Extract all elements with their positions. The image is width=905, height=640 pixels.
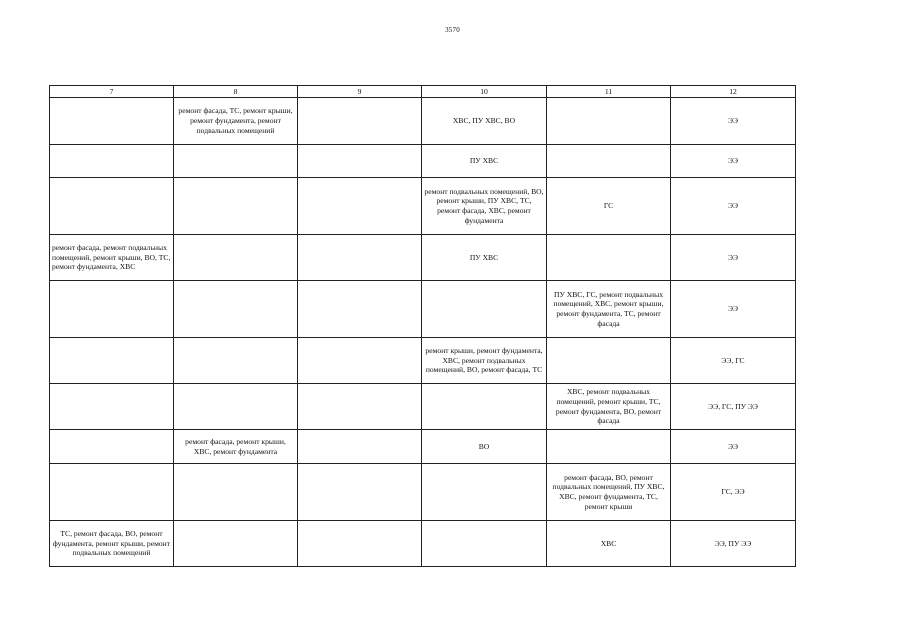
table-cell: ремонт фасада, ремонт подвальных помещений, ремонт крыши, ВО, ТС, ремонт фундамента, ХВС	[50, 235, 174, 281]
table-cell: ремонт подвальных помещений, ВО, ремонт крыши, ПУ ХВС, ТС, ремонт фасада, ХВС, ремонт фундамента	[422, 178, 547, 235]
table-cell: ПУ ХВС	[422, 235, 547, 281]
table-row	[50, 384, 796, 430]
table-cell	[174, 235, 298, 281]
table-row	[50, 98, 796, 145]
table-cell	[50, 464, 174, 521]
table-cell: ремонт крыши, ремонт фундамента, ХВС, ремонт подвальных помещений, ВО, ремонт фасада, ТС	[422, 338, 547, 384]
table-cell	[50, 430, 174, 464]
table-cell	[50, 145, 174, 178]
table-row	[50, 521, 796, 567]
table-cell	[298, 145, 422, 178]
table-cell: ремонт фасада, ТС, ремонт крыши, ремонт фундамента, ремонт подвальных помещений	[174, 98, 298, 145]
table-cell: ПУ ХВС, ГС, ремонт подвальных помещений, ХВС, ремонт крыши, ремонт фундамента, ТС, ремонт фасада	[547, 281, 671, 338]
table-cell	[547, 98, 671, 145]
table-row	[50, 464, 796, 521]
table-cell	[547, 430, 671, 464]
table-cell	[298, 98, 422, 145]
table-cell: ГС	[547, 178, 671, 235]
table-cell	[298, 235, 422, 281]
table-cell	[50, 98, 174, 145]
table-cell	[174, 464, 298, 521]
table-cell: ХВС	[547, 521, 671, 567]
table-cell	[174, 521, 298, 567]
table-cell	[50, 384, 174, 430]
table-cell: ГС, ЭЭ	[671, 464, 796, 521]
table-cell	[174, 178, 298, 235]
column-header-8: 8	[174, 86, 298, 98]
column-header-9: 9	[298, 86, 422, 98]
page-number: 3570	[445, 26, 460, 34]
table-row	[50, 430, 796, 464]
table-cell	[422, 521, 547, 567]
table-cell	[50, 281, 174, 338]
table-cell: ЭЭ	[671, 430, 796, 464]
table-cell	[298, 178, 422, 235]
column-header-7: 7	[50, 86, 174, 98]
table-header-row	[50, 86, 796, 98]
table-row	[50, 178, 796, 235]
table-cell	[547, 145, 671, 178]
table-cell: ЭЭ	[671, 145, 796, 178]
table-cell	[298, 384, 422, 430]
table-cell	[298, 464, 422, 521]
table-cell	[50, 338, 174, 384]
table-cell	[174, 338, 298, 384]
table-cell	[422, 384, 547, 430]
table-cell: ЭЭ	[671, 235, 796, 281]
table-cell	[547, 338, 671, 384]
column-header-10: 10	[422, 86, 547, 98]
table-cell: ЭЭ, ГС	[671, 338, 796, 384]
column-header-12: 12	[671, 86, 796, 98]
table-cell: ЭЭ, ГС, ПУ ЭЭ	[671, 384, 796, 430]
table-cell	[422, 281, 547, 338]
table-cell	[422, 464, 547, 521]
table-row	[50, 281, 796, 338]
table-cell	[174, 384, 298, 430]
table-row	[50, 235, 796, 281]
table-cell	[298, 281, 422, 338]
table-cell	[174, 145, 298, 178]
table-cell	[50, 178, 174, 235]
table-cell: ЭЭ, ПУ ЭЭ	[671, 521, 796, 567]
table-cell: ЭЭ	[671, 281, 796, 338]
table-cell	[547, 235, 671, 281]
table-cell	[174, 281, 298, 338]
table-cell: ПУ ХВС	[422, 145, 547, 178]
data-table	[49, 85, 796, 567]
table-cell: ХВС, ремонт подвальных помещений, ремонт крыши, ТС, ремонт фундамента, ВО, ремонт фасада	[547, 384, 671, 430]
column-header-11: 11	[547, 86, 671, 98]
table-cell: ХВС, ПУ ХВС, ВО	[422, 98, 547, 145]
table-cell: ремонт фасада, ВО, ремонт подвальных помещений, ПУ ХВС, ХВС, ремонт фундамента, ТС, ремонт крыши	[547, 464, 671, 521]
table-cell	[298, 521, 422, 567]
table-cell: ТС, ремонт фасада, ВО, ремонт фундамента, ремонт крыши, ремонт подвальных помещений	[50, 521, 174, 567]
table-row	[50, 338, 796, 384]
table-cell: ЭЭ	[671, 178, 796, 235]
table-cell	[298, 338, 422, 384]
table-row	[50, 145, 796, 178]
table-cell: ВО	[422, 430, 547, 464]
table-cell: ЭЭ	[671, 98, 796, 145]
table-cell	[298, 430, 422, 464]
table-cell: ремонт фасада, ремонт крыши, ХВС, ремонт фундамента	[174, 430, 298, 464]
